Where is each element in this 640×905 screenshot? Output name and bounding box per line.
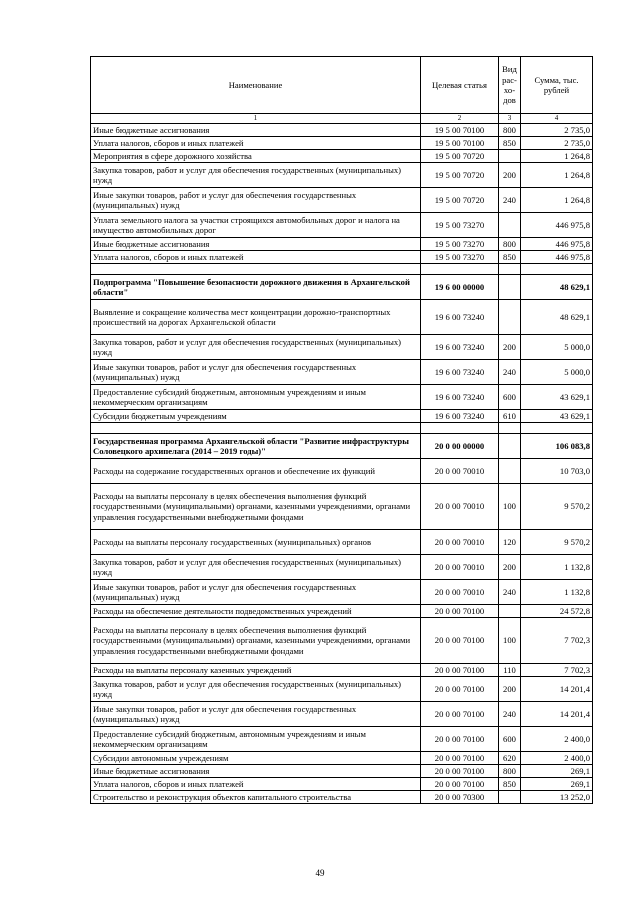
row-name: Субсидии бюджетным учреждениям	[91, 410, 421, 423]
row-code: 19 5 00 73270	[421, 238, 499, 251]
row-name: Закупка товаров, работ и услуг для обеспечения государственных (муниципальных) нужд	[91, 555, 421, 580]
row-sum: 13 252,0	[521, 791, 593, 804]
table-row	[91, 124, 593, 137]
row-sum: 9 570,2	[521, 530, 593, 555]
row-code: 20 0 00 70100	[421, 677, 499, 702]
row-sum: 446 975,8	[521, 238, 593, 251]
row-code: 20 0 00 70100	[421, 664, 499, 677]
row-sum: 1 132,8	[521, 555, 593, 580]
table-row	[91, 163, 593, 188]
row-sum: 48 629,1	[521, 300, 593, 335]
row-sum: 2 735,0	[521, 124, 593, 137]
column-number-row	[91, 114, 593, 124]
row-code: 20 0 00 70010	[421, 484, 499, 530]
table-row	[91, 300, 593, 335]
row-name: Уплата налогов, сборов и иных платежей	[91, 778, 421, 791]
row-name: Иные закупки товаров, работ и услуг для обеспечения государственных (муниципальных) нужд	[91, 360, 421, 385]
subprogram-row	[91, 275, 593, 300]
row-kind	[499, 150, 521, 163]
row-code: 19 5 00 73270	[421, 213, 499, 238]
program-row	[91, 434, 593, 459]
column-number: 2	[421, 114, 499, 124]
row-name: Иные закупки товаров, работ и услуг для обеспечения государственных (муниципальных) нужд	[91, 580, 421, 605]
column-number: 4	[521, 114, 593, 124]
row-sum: 7 702,3	[521, 664, 593, 677]
row-name: Иные бюджетные ассигнования	[91, 765, 421, 778]
row-kind	[499, 423, 521, 434]
row-name: Субсидии автономным учреждениям	[91, 752, 421, 765]
row-sum: 48 629,1	[521, 275, 593, 300]
row-kind: 850	[499, 137, 521, 150]
row-name: Расходы на выплаты персоналу государственных (муниципальных) органов	[91, 530, 421, 555]
row-name	[91, 423, 421, 434]
page-number: 49	[315, 868, 325, 878]
row-sum: 7 702,3	[521, 618, 593, 664]
table-row	[91, 677, 593, 702]
row-code: 19 5 00 70720	[421, 188, 499, 213]
table-row	[91, 360, 593, 385]
row-sum: 43 629,1	[521, 385, 593, 410]
spacer-row	[91, 423, 593, 434]
row-name: Строительство и реконструкция объектов капитального строительства	[91, 791, 421, 804]
table-row	[91, 238, 593, 251]
row-kind: 800	[499, 238, 521, 251]
row-code	[421, 264, 499, 275]
row-kind: 850	[499, 251, 521, 264]
row-kind	[499, 605, 521, 618]
row-name: Иные бюджетные ассигнования	[91, 238, 421, 251]
row-sum: 1 264,8	[521, 163, 593, 188]
row-kind	[499, 275, 521, 300]
row-kind: 240	[499, 188, 521, 213]
row-sum: 2 400,0	[521, 752, 593, 765]
row-code: 20 0 00 70010	[421, 459, 499, 484]
row-sum: 14 201,4	[521, 702, 593, 727]
table-row	[91, 664, 593, 677]
table-row	[91, 459, 593, 484]
row-sum: 43 629,1	[521, 410, 593, 423]
row-sum: 14 201,4	[521, 677, 593, 702]
row-sum: 2 735,0	[521, 137, 593, 150]
table-row	[91, 251, 593, 264]
table-row	[91, 765, 593, 778]
row-name: Расходы на содержание государственных органов и обеспечение их функций	[91, 459, 421, 484]
table-row	[91, 778, 593, 791]
row-code: 19 6 00 73240	[421, 360, 499, 385]
row-kind: 110	[499, 664, 521, 677]
table-row	[91, 484, 593, 530]
row-kind: 620	[499, 752, 521, 765]
row-name: Иные бюджетные ассигнования	[91, 124, 421, 137]
row-code: 20 0 00 70100	[421, 778, 499, 791]
row-kind: 610	[499, 410, 521, 423]
row-name: Предоставление субсидий бюджетным, автономным учреждениям и иным некоммерческим организациям	[91, 385, 421, 410]
row-code: 19 5 00 70100	[421, 137, 499, 150]
table-row	[91, 335, 593, 360]
row-kind	[499, 300, 521, 335]
header-kind: Вид рас- хо- дов	[499, 57, 521, 114]
row-name: Предоставление субсидий бюджетным, автономным учреждениям и иным некоммерческим организациям	[91, 727, 421, 752]
row-sum: 10 703,0	[521, 459, 593, 484]
row-code: 20 0 00 70010	[421, 530, 499, 555]
row-kind: 200	[499, 335, 521, 360]
row-kind: 120	[499, 530, 521, 555]
table-row	[91, 580, 593, 605]
column-number: 1	[91, 114, 421, 124]
row-kind: 800	[499, 765, 521, 778]
row-code: 20 0 00 70300	[421, 791, 499, 804]
header-name: Наименование	[91, 57, 421, 114]
row-sum: 446 975,8	[521, 213, 593, 238]
table-row	[91, 727, 593, 752]
row-sum	[521, 264, 593, 275]
row-sum: 9 570,2	[521, 484, 593, 530]
row-name: Расходы на выплаты персоналу казенных учреждений	[91, 664, 421, 677]
row-kind: 200	[499, 163, 521, 188]
row-name: Закупка товаров, работ и услуг для обеспечения государственных (муниципальных) нужд	[91, 677, 421, 702]
row-code: 19 5 00 73270	[421, 251, 499, 264]
row-kind: 100	[499, 618, 521, 664]
table-row	[91, 618, 593, 664]
table-row	[91, 188, 593, 213]
column-number: 3	[499, 114, 521, 124]
row-code: 19 6 00 73240	[421, 300, 499, 335]
row-kind: 100	[499, 484, 521, 530]
row-sum: 24 572,8	[521, 605, 593, 618]
row-name: Уплата налогов, сборов и иных платежей	[91, 137, 421, 150]
row-sum: 446 975,8	[521, 251, 593, 264]
row-kind: 850	[499, 778, 521, 791]
row-code	[421, 423, 499, 434]
row-name: Закупка товаров, работ и услуг для обеспечения государственных (муниципальных) нужд	[91, 335, 421, 360]
table-row	[91, 150, 593, 163]
row-kind: 600	[499, 385, 521, 410]
row-code: 20 0 00 70100	[421, 618, 499, 664]
row-sum: 2 400,0	[521, 727, 593, 752]
row-kind: 240	[499, 580, 521, 605]
row-kind: 600	[499, 727, 521, 752]
row-code: 19 6 00 73240	[421, 335, 499, 360]
row-kind	[499, 434, 521, 459]
table-row	[91, 702, 593, 727]
row-kind: 240	[499, 360, 521, 385]
row-name: Иные закупки товаров, работ и услуг для обеспечения государственных (муниципальных) нужд	[91, 188, 421, 213]
row-name: Мероприятия в сфере дорожного хозяйства	[91, 150, 421, 163]
row-kind	[499, 264, 521, 275]
row-sum	[521, 423, 593, 434]
row-name: Закупка товаров, работ и услуг для обеспечения государственных (муниципальных) нужд	[91, 163, 421, 188]
row-code: 19 6 00 00000	[421, 275, 499, 300]
row-code: 19 5 00 70100	[421, 124, 499, 137]
row-name: Расходы на обеспечение деятельности подведомственных учреждений	[91, 605, 421, 618]
table-row	[91, 555, 593, 580]
table-row	[91, 791, 593, 804]
row-kind: 800	[499, 124, 521, 137]
spacer-row	[91, 264, 593, 275]
row-name: Расходы на выплаты персоналу в целях обеспечения выполнения функций государственными (муниципальными) органами, казенными учреждениями, органами управления государственными внебюджетными фондами	[91, 618, 421, 664]
row-code: 20 0 00 70010	[421, 555, 499, 580]
row-sum: 106 083,8	[521, 434, 593, 459]
header-sum: Сумма, тыс. рублей	[521, 57, 593, 114]
row-kind: 240	[499, 702, 521, 727]
row-kind	[499, 213, 521, 238]
row-code: 20 0 00 70100	[421, 765, 499, 778]
row-name: Государственная программа Архангельской области "Развитие инфраструктуры Соловецкого архипелага (2014 – 2019 годы)"	[91, 434, 421, 459]
row-sum: 269,1	[521, 765, 593, 778]
row-sum: 5 000,0	[521, 335, 593, 360]
row-sum: 1 264,8	[521, 150, 593, 163]
row-code: 19 5 00 70720	[421, 150, 499, 163]
table-row	[91, 605, 593, 618]
row-kind: 200	[499, 555, 521, 580]
row-code: 20 0 00 70100	[421, 752, 499, 765]
row-code: 19 6 00 73240	[421, 410, 499, 423]
row-sum: 1 264,8	[521, 188, 593, 213]
row-kind	[499, 459, 521, 484]
table-row	[91, 530, 593, 555]
table-row	[91, 137, 593, 150]
row-code: 19 6 00 73240	[421, 385, 499, 410]
row-code: 20 0 00 00000	[421, 434, 499, 459]
row-name: Подпрограмма "Повышение безопасности дорожного движения в Архангельской области"	[91, 275, 421, 300]
header-row	[91, 57, 593, 114]
budget-table	[90, 56, 593, 804]
table-row	[91, 752, 593, 765]
row-code: 20 0 00 70100	[421, 605, 499, 618]
table-row	[91, 410, 593, 423]
row-code: 19 5 00 70720	[421, 163, 499, 188]
row-code: 20 0 00 70100	[421, 702, 499, 727]
row-code: 20 0 00 70010	[421, 580, 499, 605]
row-name: Иные закупки товаров, работ и услуг для обеспечения государственных (муниципальных) нужд	[91, 702, 421, 727]
row-name: Выявление и сокращение количества мест концентрации дорожно-транспортных происшествий на дорогах Архангельской области	[91, 300, 421, 335]
row-sum: 269,1	[521, 778, 593, 791]
row-name: Уплата налогов, сборов и иных платежей	[91, 251, 421, 264]
table-row	[91, 385, 593, 410]
row-name	[91, 264, 421, 275]
row-sum: 1 132,8	[521, 580, 593, 605]
row-kind	[499, 791, 521, 804]
row-name: Уплата земельного налога за участки строящихся автомобильных дорог и налога на имущество автомобильных дорог	[91, 213, 421, 238]
row-kind: 200	[499, 677, 521, 702]
row-code: 20 0 00 70100	[421, 727, 499, 752]
table-row	[91, 213, 593, 238]
row-sum: 5 000,0	[521, 360, 593, 385]
header-code: Целевая статья	[421, 57, 499, 114]
row-name: Расходы на выплаты персоналу в целях обеспечения выполнения функций государственными (муниципальными) органами, казенными учреждениями, органами управления государственными внебюджетными фондами	[91, 484, 421, 530]
